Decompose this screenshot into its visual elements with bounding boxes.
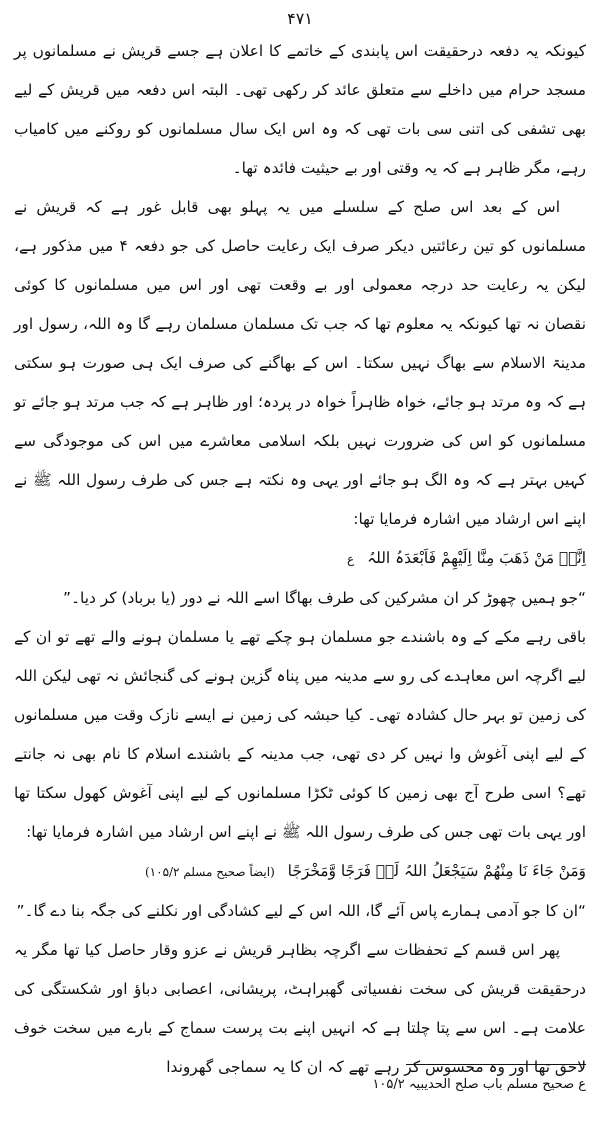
hadith-quote bbox=[14, 852, 586, 892]
paragraph: پھر اس قسم کے تحفظات سے اگرچہ بظاہر قریش نے عزو وقار حاصل کیا تھا مگر یہ درحقیقت قریش کی سخت نفسیاتی گھبراہٹ، پریشانی، اعصابی دباؤ اور شکستگی کی علامت ہے۔ اس سے پتا چلتا ہے کہ انہیں اپنے بت پرست سماج کے بارے میں سخت خوف لاحق تھا اور وہ محسوس کر رہے تھے کہ ان کا یہ سماجی گھروندا bbox=[14, 941, 586, 1076]
footnote-divider bbox=[406, 1064, 586, 1065]
hadith-translation: “ان کا جو آدمی ہمارے پاس آئے گا، اللہ اس کے لیے کشادگی اور نکلنے کی جگہ بنا دے گا۔” bbox=[16, 902, 586, 920]
page-body bbox=[14, 32, 586, 1087]
paragraph: اس کے بعد اس صلح کے سلسلے میں یہ پہلو بھی قابل غور ہے کہ قریش نے مسلمانوں کو تین رعائتیں دیکر صرف ایک رعایت حاصل کی جو دفعہ ۴ میں مذکور ہے، لیکن یہ رعایت حد درجہ معمولی اور بے وقعت تھی اور اس میں مسلمانوں کا کوئی نقصان نہ تھا کیونکہ یہ معلوم تھا کہ جب تک مسلمان مسلمان رہے گا وہ اللہ، رسول اور مدینۃ الاسلام سے بھاگ نہیں سکتا۔ اس کے بھاگنے کی صرف ایک ہی صورت ہو سکتی ہے کہ وہ مرتد ہو جائے، خواہ ظاہراً خواہ در پردہ؛ اور ظاہر ہے کہ جب مرتد ہو جائے تو مسلمانوں کو اس کی ضرورت نہیں بلکہ اسلامی معاشرے میں اس کی موجودگی سے کہیں بہتر ہے کہ وہ الگ ہو جائے اور یہی وہ نکتہ ہے جس کی طرف رسول اللہ ﷺ نے اپنے اس ارشاد میں اشارہ فرمایا تھا: bbox=[14, 198, 586, 528]
paragraph: کیونکہ یہ دفعہ درحقیقت اس پابندی کے خاتمے کا اعلان ہے جسے قریش نے مسلمانوں پر مسجد حرام میں داخلے سے متعلق عائد کر رکھی تھی۔ البتہ اس دفعہ میں قریش کے لیے بھی تشفی کی اتنی سی بات تھی کہ وہ اس ایک سال مسلمانوں کو روکنے میں کامیاب رہے، مگر ظاہر ہے کہ یہ وقتی اور بے حیثیت فائدہ تھا۔ bbox=[14, 42, 586, 177]
footnote-marker: ع bbox=[347, 552, 355, 566]
footnote: ع صحیح مسلم باب صلح الحدیبیہ ۱۰۵/۲ bbox=[372, 1077, 586, 1092]
hadith-text: وَمَنْ جَاءَ نَا مِنْھُمْ سَیَجْعَلُ اللہُ لَہٗ فَرَجًا وَّمَخْرَجًا bbox=[287, 862, 586, 880]
hadith-quote bbox=[14, 539, 586, 579]
hadith-translation: “جو ہمیں چھوڑ کر ان مشرکین کی طرف بھاگا اسے اللہ نے دور (یا برباد) کر دیا۔” bbox=[63, 589, 586, 607]
hadith-text: اِنَّہٗ مَنْ ذَھَبَ مِنَّا اِلَیْھِمْ فَاَبْعَدَہُ اللہُ bbox=[367, 549, 586, 567]
hadith-reference: (ایضاً صحیح مسلم ۱۰۵/۲) bbox=[144, 865, 275, 879]
paragraph: باقی رہے مکے کے وہ باشندے جو مسلمان ہو چکے تھے یا مسلمان ہونے والے تھے تو ان کے لیے اگرچہ اس معاہدے کی رو سے مدینہ میں پناہ گزین ہونے کی گنجائش نہ تھی لیکن اللہ کی زمین تو بہر حال کشادہ تھی۔ کیا حبشہ کی زمین نے ایسے نازک وقت میں مسلمانوں کے لیے اپنی آغوش وا نہیں کر دی تھی، جب مدینہ کے باشندے اسلام کا نام بھی نہ جانتے تھے؟ اسی طرح آج بھی زمین کا کوئی ٹکڑا مسلمانوں کے لیے اپنی آغوش کھول سکتا تھا اور یہی بات تھی جس کی طرف رسول اللہ ﷺ نے اپنے اس ارشاد میں اشارہ فرمایا تھا: bbox=[14, 628, 586, 841]
page-number: ۴۷۱ bbox=[287, 9, 313, 28]
